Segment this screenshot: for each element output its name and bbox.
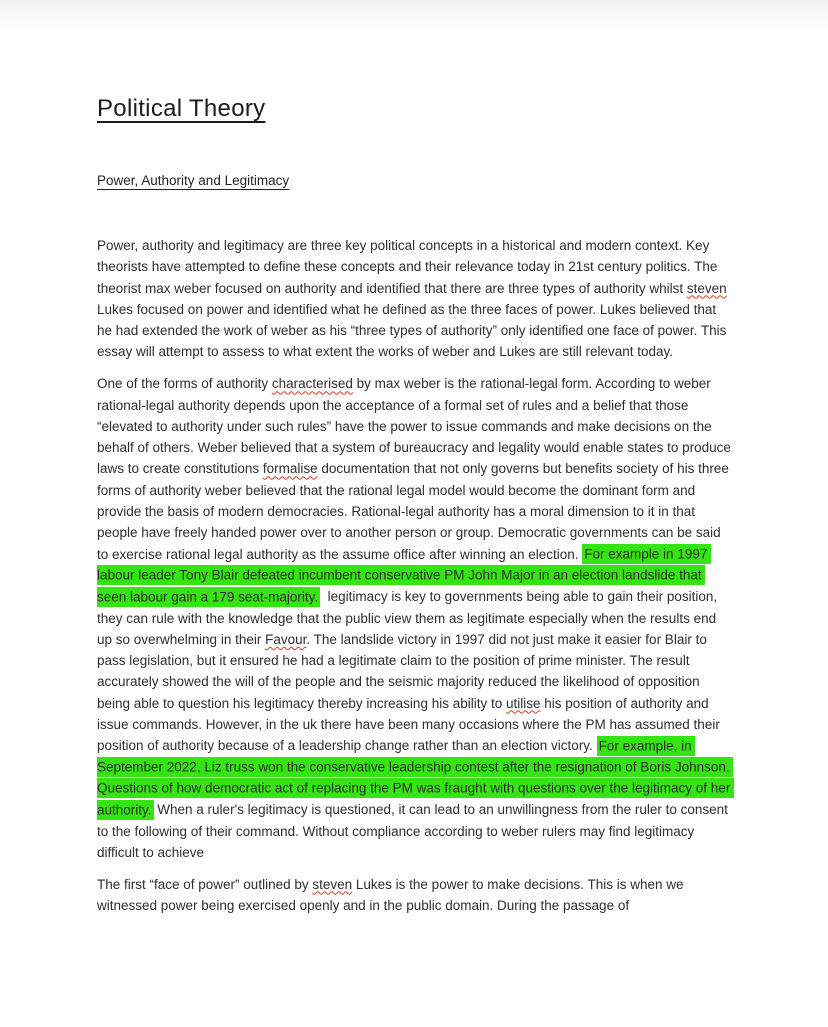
text-run: his position of authority and issue commands. However, in the uk there have been many occasions where the PM has assumed their position of authority because of a leadership change rather than an election victory.: [97, 695, 724, 754]
misspelled-word: Favour: [265, 631, 307, 647]
text-run: Lukes is the power to make decisions. This is when we witnessed power being exercised openly and in the public domain. During the passage of: [97, 876, 688, 913]
text-run: . The landslide victory in 1997 did not just make it easier for Blair to pass legislation, but it ensured he had a legitimate claim to the position of prime minister. The result accurately showed the will of the people and the seismic majority reduced the likelihood of opposition being able to question his legitimacy thereby increasing his ability to: [97, 631, 711, 711]
text-run: Lukes focused on power and identified what he defined as the three faces of power. Lukes believed that he had extended the work of weber as his “three types of authority” only identified one face of power. This essay will attempt to assess to what extent the works of weber and Lukes are still relevant today.: [97, 280, 731, 360]
paragraph: [97, 373, 733, 863]
text-run: One of the forms of authority: [97, 376, 272, 392]
highlighted-text: For example in 1997 labour leader Tony Blair defeated incumbent conservative PM John Major in an election landslide that seen labour gain a 179 seat-majority.: [97, 544, 711, 607]
page-title: Political Theory: [97, 95, 266, 122]
paragraph: [97, 235, 733, 363]
text-run: Power, authority and legitimacy are three key political concepts in a historical and modern context. Key theorists have attempted to define these concepts and their relevance today in 21st century politics. The theorist max weber focused on authority and identified that there are three types of authority whilst: [97, 238, 722, 296]
text-run: by max weber is the rational-legal form. According to weber rational-legal authority depends upon the acceptance of a formal set of rules and a belief that those “elevated to authority under such rules” have the power to issue commands and make decisions on the behalf of others. Weber believed that a system of bureaucracy and legality would enable states to produce laws to create constitutions: [97, 376, 735, 477]
paragraph: [97, 874, 733, 917]
text-run: The first “face of power” outlined by: [97, 876, 313, 892]
misspelled-word: utilise: [505, 695, 541, 711]
misspelled-word: formalise: [262, 461, 318, 477]
essay-body: [97, 235, 733, 916]
highlighted-text: For example, in September 2022, Liz truss won the conservative leadership contest after the resignation of Boris Johnson. Questions of how democratic act of replacing the PM was fraught with questions over the legitimacy of her authority.: [97, 736, 734, 820]
text-run: legitimacy is key to governments being able to gain their position, they can rule with the knowledge that the public view them as legitimate especially when the results end up so overwhelming in their: [97, 589, 721, 647]
page-subtitle: Power, Authority and Legitimacy: [97, 173, 290, 188]
misspelled-word: steven: [312, 876, 353, 892]
misspelled-word: characterised: [271, 376, 353, 392]
misspelled-word: steven: [686, 280, 727, 296]
text-run: When a ruler's legitimacy is questioned, it can lead to an unwillingness from the ruler to consent to the following of their command. Without compliance according to weber rulers may find legitimacy difficult to achieve: [97, 802, 732, 860]
text-run: documentation that not only governs but benefits society of his three forms of authority weber believed that the rational legal model would become the dominant form and provide the basis of modern democracies. Rational-legal authority has a moral dimension to it in that people have freely handed power over to another person or group. Democratic governments can be said to exercise rational legal authority as the assume office after winning an election.: [97, 461, 733, 562]
